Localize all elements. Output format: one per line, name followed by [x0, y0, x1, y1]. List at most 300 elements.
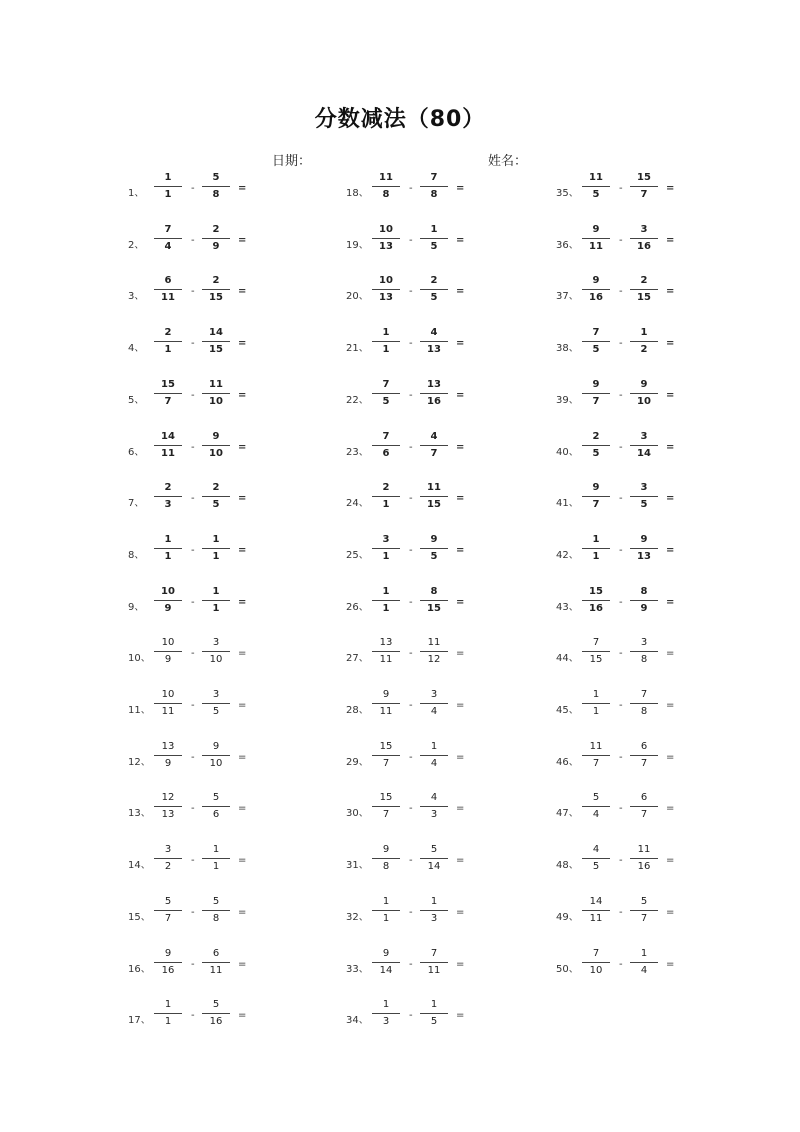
subtrahend-fraction [420, 534, 448, 563]
numerator: 12 [161, 792, 175, 804]
equals-sign: = [238, 958, 247, 970]
equals-sign: = [456, 1010, 465, 1022]
fraction-bar [420, 1013, 448, 1014]
numerator: 2 [164, 327, 172, 339]
subtrahend-fraction [420, 637, 448, 666]
equals-sign: = [666, 855, 675, 867]
fraction-bar [372, 755, 400, 756]
denominator: 1 [592, 706, 600, 717]
denominator: 16 [427, 395, 441, 407]
problem-number: 27、 [346, 653, 369, 665]
problem-item [346, 431, 546, 471]
denominator: 5 [382, 395, 390, 407]
problem-number: 33、 [346, 963, 369, 975]
fraction-bar [372, 1013, 400, 1014]
problem-number: 21、 [346, 343, 369, 355]
numerator: 3 [640, 482, 648, 494]
denominator: 8 [640, 706, 648, 717]
minuend-fraction [582, 948, 610, 977]
equals-sign: = [666, 183, 675, 194]
fraction-bar [582, 548, 610, 549]
minus-sign: - [619, 596, 623, 608]
problem-item [346, 844, 546, 884]
subtrahend-fraction [630, 275, 658, 304]
subtrahend-fraction [202, 431, 230, 460]
minuend-fraction [372, 482, 400, 511]
fraction-bar [154, 548, 182, 549]
minus-sign: - [409, 648, 413, 660]
denominator: 11 [589, 240, 603, 252]
minus-sign: - [191, 234, 195, 246]
numerator: 9 [212, 740, 220, 752]
problem-number: 45、 [556, 705, 579, 716]
subtrahend-fraction [420, 224, 448, 253]
numerator: 5 [212, 172, 220, 183]
minus-sign: - [409, 596, 413, 608]
fraction-bar [420, 703, 448, 704]
numerator: 7 [640, 689, 648, 700]
denominator: 3 [430, 809, 438, 821]
fraction-bar [202, 600, 230, 601]
equals-sign: = [456, 803, 465, 815]
numerator: 2 [592, 430, 600, 442]
equals-sign: = [456, 286, 465, 298]
fraction-bar [582, 651, 610, 652]
equals-sign: = [456, 493, 465, 505]
denominator: 16 [637, 861, 651, 873]
numerator: 9 [382, 689, 390, 700]
numerator: 9 [592, 223, 600, 235]
fraction-bar [582, 496, 610, 497]
problem-item [346, 792, 546, 832]
minus-sign: - [409, 906, 413, 918]
numerator: 3 [164, 844, 172, 856]
problem-item [346, 741, 546, 781]
equals-sign: = [238, 1010, 247, 1022]
problem-number: 40、 [556, 446, 579, 458]
page-title: 分数减法（80） [314, 107, 486, 132]
denominator: 5 [640, 499, 648, 511]
minus-sign: - [409, 234, 413, 246]
problem-item [556, 896, 756, 936]
numerator: 1 [382, 585, 390, 597]
problem-item [346, 586, 546, 626]
problem-item [556, 224, 756, 264]
fraction-bar [630, 651, 658, 652]
problem-item [128, 534, 328, 574]
subtrahend-fraction [420, 689, 448, 718]
denominator: 10 [589, 964, 603, 976]
fraction-bar [630, 755, 658, 756]
minus-sign: - [191, 700, 195, 711]
problem-number: 39、 [556, 394, 579, 406]
fraction-bar [420, 806, 448, 807]
fraction-bar [154, 858, 182, 859]
fraction-bar [202, 496, 230, 497]
denominator: 7 [164, 912, 172, 924]
equals-sign: = [456, 389, 465, 401]
fraction-bar [154, 393, 182, 394]
minuend-fraction [582, 379, 610, 408]
equals-sign: = [238, 441, 247, 453]
denominator: 1 [164, 189, 172, 200]
fraction-bar [420, 651, 448, 652]
subtrahend-fraction [420, 275, 448, 304]
minuend-fraction [372, 534, 400, 563]
denominator: 7 [382, 809, 390, 821]
numerator: 7 [430, 172, 438, 183]
numerator: 2 [430, 275, 438, 287]
numerator: 5 [212, 792, 220, 804]
problem-number: 48、 [556, 860, 579, 872]
denominator: 5 [430, 240, 438, 252]
problem-item [128, 586, 328, 626]
numerator: 4 [592, 844, 600, 856]
numerator: 11 [637, 844, 651, 856]
numerator: 1 [164, 172, 172, 183]
denominator: 2 [164, 861, 172, 873]
problem-item [556, 792, 756, 832]
problem-number: 22、 [346, 394, 369, 406]
minus-sign: - [191, 596, 195, 608]
subtrahend-fraction [202, 948, 230, 977]
equals-sign: = [238, 803, 247, 815]
numerator: 14 [589, 895, 603, 907]
denominator: 7 [640, 912, 648, 924]
equals-sign: = [666, 389, 675, 401]
problem-item [128, 637, 328, 677]
fraction-bar [582, 341, 610, 342]
denominator: 1 [382, 499, 390, 511]
minuend-fraction [154, 482, 182, 511]
numerator: 1 [640, 947, 648, 959]
denominator: 13 [379, 240, 393, 252]
minus-sign: - [619, 648, 623, 660]
subtrahend-fraction [202, 275, 230, 304]
numerator: 11 [209, 378, 223, 390]
fraction-bar [154, 289, 182, 290]
denominator: 4 [164, 240, 172, 252]
problem-item [346, 999, 546, 1039]
minuend-fraction [372, 431, 400, 460]
denominator: 8 [430, 189, 438, 200]
problem-item [128, 844, 328, 884]
problem-number: 7、 [128, 498, 145, 510]
subtrahend-fraction [202, 172, 230, 201]
numerator: 1 [430, 999, 438, 1011]
numerator: 9 [212, 430, 220, 442]
numerator: 11 [379, 172, 393, 183]
denominator: 6 [382, 447, 390, 459]
minuend-fraction [582, 327, 610, 356]
fraction-bar [202, 341, 230, 342]
minuend-fraction [154, 999, 182, 1028]
minuend-fraction [154, 948, 182, 977]
equals-sign: = [456, 648, 465, 660]
problem-number: 4、 [128, 343, 145, 355]
numerator: 4 [430, 430, 438, 442]
minus-sign: - [409, 338, 413, 350]
minuend-fraction [154, 224, 182, 253]
denominator: 10 [209, 447, 223, 459]
fraction-bar [372, 806, 400, 807]
minus-sign: - [409, 700, 413, 711]
minus-sign: - [409, 751, 413, 763]
date-label: 日期： [272, 154, 312, 169]
fraction-bar [582, 703, 610, 704]
fraction-bar [202, 806, 230, 807]
minuend-fraction [372, 327, 400, 356]
fraction-bar [630, 445, 658, 446]
fraction-bar [630, 186, 658, 187]
subtrahend-fraction [630, 844, 658, 873]
problem-number: 46、 [556, 756, 579, 768]
minus-sign: - [619, 906, 623, 918]
numerator: 10 [379, 275, 393, 287]
numerator: 3 [640, 430, 648, 442]
denominator: 11 [209, 964, 223, 976]
minus-sign: - [191, 751, 195, 763]
subtrahend-fraction [420, 844, 448, 873]
problem-number: 11、 [128, 705, 151, 716]
minus-sign: - [191, 441, 195, 453]
numerator: 7 [592, 637, 600, 649]
problem-item [346, 689, 546, 729]
minus-sign: - [191, 1010, 195, 1022]
numerator: 5 [164, 895, 172, 907]
minuend-fraction [372, 792, 400, 821]
denominator: 5 [592, 344, 600, 356]
denominator: 11 [161, 447, 175, 459]
subtrahend-fraction [420, 999, 448, 1028]
denominator: 8 [212, 189, 220, 200]
minuend-fraction [372, 275, 400, 304]
minuend-fraction [372, 224, 400, 253]
denominator: 16 [209, 1016, 223, 1028]
fraction-bar [420, 910, 448, 911]
subtrahend-fraction [420, 172, 448, 201]
subtrahend-fraction [202, 689, 230, 718]
minuend-fraction [372, 896, 400, 925]
problem-item [128, 999, 328, 1039]
problem-number: 37、 [556, 291, 579, 303]
denominator: 5 [430, 1016, 438, 1028]
numerator: 2 [212, 275, 220, 287]
numerator: 3 [212, 637, 220, 649]
fraction-bar [154, 910, 182, 911]
problem-number: 38、 [556, 343, 579, 355]
fraction-bar [154, 496, 182, 497]
problem-item [556, 431, 756, 471]
problem-item [128, 689, 328, 729]
numerator: 2 [164, 482, 172, 494]
denominator: 1 [164, 1016, 172, 1028]
problem-number: 26、 [346, 601, 369, 613]
denominator: 1 [164, 344, 172, 356]
numerator: 7 [382, 378, 390, 390]
denominator: 3 [430, 912, 438, 924]
name-label: 姓名： [488, 154, 528, 169]
denominator: 5 [212, 706, 220, 717]
minus-sign: - [409, 389, 413, 401]
equals-sign: = [238, 286, 247, 298]
fraction-bar [202, 1013, 230, 1014]
equals-sign: = [666, 906, 675, 918]
problem-number: 14、 [128, 860, 151, 872]
minus-sign: - [619, 493, 623, 505]
problem-number: 9、 [128, 601, 145, 613]
problem-number: 12、 [128, 756, 151, 768]
minus-sign: - [409, 544, 413, 556]
minus-sign: - [619, 803, 623, 815]
subtrahend-fraction [202, 224, 230, 253]
denominator: 5 [592, 447, 600, 459]
numerator: 5 [640, 895, 648, 907]
equals-sign: = [238, 906, 247, 918]
problem-item [346, 948, 546, 988]
fraction-bar [420, 238, 448, 239]
problem-number: 24、 [346, 498, 369, 510]
minuend-fraction [372, 172, 400, 201]
fraction-bar [420, 186, 448, 187]
equals-sign: = [666, 286, 675, 298]
problem-number: 15、 [128, 911, 151, 923]
numerator: 3 [640, 223, 648, 235]
problem-number: 29、 [346, 756, 369, 768]
subtrahend-fraction [630, 948, 658, 977]
numerator: 9 [382, 844, 390, 856]
problem-item [128, 431, 328, 471]
denominator: 7 [640, 189, 648, 200]
minus-sign: - [619, 700, 623, 711]
numerator: 5 [430, 844, 438, 856]
problem-item [128, 792, 328, 832]
problem-number: 34、 [346, 1015, 369, 1027]
minuend-fraction [154, 534, 182, 563]
denominator: 11 [161, 706, 175, 717]
denominator: 7 [382, 757, 390, 769]
minuend-fraction [154, 586, 182, 615]
denominator: 8 [382, 189, 390, 200]
problem-number: 10、 [128, 653, 151, 665]
denominator: 1 [164, 550, 172, 562]
problem-item [556, 637, 756, 677]
equals-sign: = [238, 700, 247, 711]
minuend-fraction [372, 689, 400, 718]
subtrahend-fraction [420, 948, 448, 977]
numerator: 7 [430, 947, 438, 959]
minuend-fraction [154, 844, 182, 873]
fraction-bar [372, 238, 400, 239]
minus-sign: - [619, 855, 623, 867]
numerator: 6 [212, 947, 220, 959]
denominator: 10 [209, 654, 223, 666]
numerator: 11 [589, 172, 603, 183]
subtrahend-fraction [630, 741, 658, 770]
problem-item [556, 275, 756, 315]
subtrahend-fraction [420, 741, 448, 770]
fraction-bar [630, 238, 658, 239]
minuend-fraction [582, 844, 610, 873]
subtrahend-fraction [202, 792, 230, 821]
minuend-fraction [372, 379, 400, 408]
minuend-fraction [372, 999, 400, 1028]
fraction-bar [154, 651, 182, 652]
fraction-bar [154, 1013, 182, 1014]
equals-sign: = [238, 596, 247, 608]
subtrahend-fraction [202, 896, 230, 925]
fraction-bar [582, 186, 610, 187]
fraction-bar [154, 755, 182, 756]
fraction-bar [420, 548, 448, 549]
subtrahend-fraction [630, 482, 658, 511]
problem-number: 18、 [346, 188, 369, 199]
fraction-bar [202, 445, 230, 446]
numerator: 3 [430, 689, 438, 700]
denominator: 1 [382, 344, 390, 356]
problem-number: 2、 [128, 239, 145, 251]
denominator: 7 [592, 757, 600, 769]
minus-sign: - [409, 493, 413, 505]
subtrahend-fraction [420, 431, 448, 460]
numerator: 3 [212, 689, 220, 700]
problem-item [346, 224, 546, 264]
numerator: 1 [382, 999, 390, 1011]
minus-sign: - [191, 338, 195, 350]
numerator: 9 [430, 533, 438, 545]
fraction-bar [420, 445, 448, 446]
subtrahend-fraction [630, 637, 658, 666]
numerator: 10 [161, 637, 175, 649]
denominator: 1 [592, 550, 600, 562]
problem-item [346, 379, 546, 419]
problem-item [556, 172, 756, 212]
equals-sign: = [666, 700, 675, 711]
fraction-bar [582, 806, 610, 807]
equals-sign: = [238, 183, 247, 194]
minuend-fraction [582, 431, 610, 460]
subtrahend-fraction [630, 379, 658, 408]
equals-sign: = [666, 648, 675, 660]
denominator: 16 [589, 602, 603, 614]
fraction-bar [372, 289, 400, 290]
fraction-bar [372, 548, 400, 549]
denominator: 13 [379, 292, 393, 304]
problem-item [556, 948, 756, 988]
fraction-bar [202, 238, 230, 239]
minus-sign: - [191, 906, 195, 918]
denominator: 15 [637, 292, 651, 304]
fraction-bar [582, 858, 610, 859]
numerator: 9 [164, 947, 172, 959]
problem-number: 6、 [128, 446, 145, 458]
denominator: 16 [161, 964, 175, 976]
numerator: 6 [640, 740, 648, 752]
denominator: 6 [212, 809, 220, 821]
fraction-bar [154, 445, 182, 446]
subtrahend-fraction [202, 327, 230, 356]
numerator: 5 [212, 999, 220, 1011]
denominator: 15 [209, 344, 223, 356]
denominator: 11 [427, 964, 441, 976]
minus-sign: - [191, 493, 195, 505]
fraction-bar [420, 289, 448, 290]
denominator: 13 [161, 809, 175, 821]
denominator: 11 [379, 654, 393, 666]
fraction-bar [420, 600, 448, 601]
minuend-fraction [154, 172, 182, 201]
numerator: 5 [592, 792, 600, 804]
